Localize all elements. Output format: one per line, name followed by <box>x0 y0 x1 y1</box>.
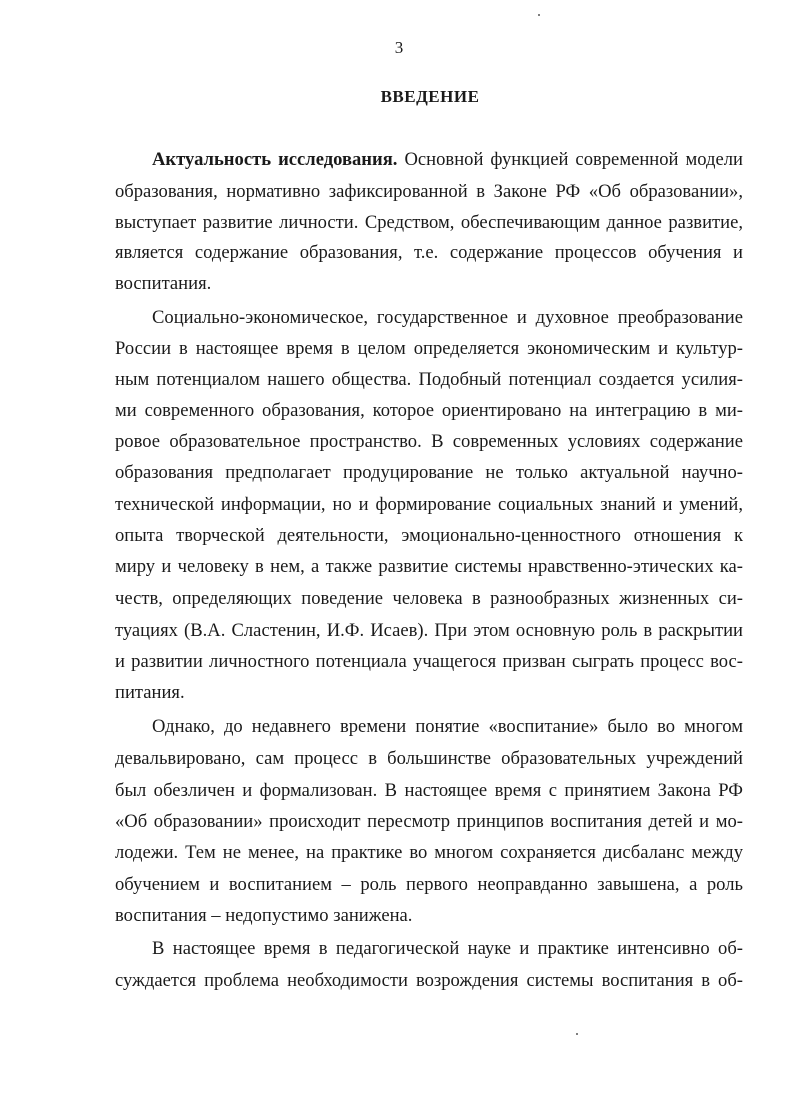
paragraph-1-line-2: образования, нормативно зафиксированной в Законе РФ «Об образовании», <box>115 181 743 202</box>
scan-speck <box>576 1033 578 1035</box>
page-number: 3 <box>394 38 404 57</box>
paragraph-2-line-1: Социально-экономическое, государственное и духовное преобразование <box>152 307 743 328</box>
paragraph-3-line-6: обучением и воспитанием – роль первого неоправданно завышена, а роль <box>115 874 743 895</box>
paragraph-2-line-4: ми современного образования, которое ориентировано на интеграцию в ми- <box>115 400 743 421</box>
paragraph-2-line-5: ровое образовательное пространство. В современных условиях содержание <box>115 431 743 452</box>
paragraph-2-line-2: России в настоящее время в целом определяется экономическим и культур- <box>115 338 743 359</box>
paragraph-2-line-7: технической информации, но и формирование социальных знаний и умений, <box>115 494 743 515</box>
paragraph-1-line-5: воспитания. <box>115 273 212 294</box>
section-heading: ВВЕДЕНИЕ <box>380 87 480 106</box>
paragraph-2-line-6: образования предполагает продуцирование не только актуальной научно- <box>115 462 743 483</box>
paragraph-1-line-1 <box>152 149 743 171</box>
scan-speck <box>538 14 540 16</box>
paragraph-3-line-7: воспитания – недопустимо занижена. <box>115 905 413 926</box>
paragraph-3-line-5: лодежи. Тем не менее, на практике во многом сохраняется дисбаланс между <box>115 842 743 863</box>
paragraph-1-lead: Актуальность исследования. <box>152 149 398 170</box>
paragraph-3-line-2: девальвировано, сам процесс в большинстве образовательных учреждений <box>115 748 743 769</box>
paragraph-1-line-4: является содержание образования, т.е. содержание процессов обучения и <box>115 242 743 263</box>
paragraph-2-line-13: питания. <box>115 682 185 703</box>
paragraph-3-line-3: был обезличен и формализован. В настоящее время с принятием Закона РФ <box>115 780 743 801</box>
paragraph-1-line-3: выступает развитие личности. Средством, обеспечивающим данное развитие, <box>115 212 743 233</box>
paragraph-1-line-1-text: Основной функцией современной модели <box>397 149 743 170</box>
paragraph-4-line-1: В настоящее время в педагогической науке и практике интенсивно об- <box>152 938 743 959</box>
paragraph-2-line-11: туациях (В.А. Сластенин, И.Ф. Исаев). При этом основную роль в раскрытии <box>115 620 743 641</box>
paragraph-2-line-9: миру и человеку в нем, а также развитие системы нравственно-этических ка- <box>115 556 743 577</box>
paragraph-2-line-8: опыта творческой деятельности, эмоционально-ценностного отношения к <box>115 525 743 546</box>
paragraph-3-line-4: «Об образовании» происходит пересмотр принципов воспитания детей и мо- <box>115 811 743 832</box>
paragraph-3-line-1: Однако, до недавнего времени понятие «воспитание» было во многом <box>152 716 743 737</box>
paragraph-4-line-2: суждается проблема необходимости возрождения системы воспитания в об- <box>115 970 743 991</box>
paragraph-2-line-10: честв, определяющих поведение человека в разнообразных жизненных си- <box>115 588 743 609</box>
paragraph-2-line-12: и развитии личностного потенциала учащегося призван сыграть процесс вос- <box>115 651 743 672</box>
paragraph-2-line-3: ным потенциалом нашего общества. Подобный потенциал создается усилия- <box>115 369 743 390</box>
